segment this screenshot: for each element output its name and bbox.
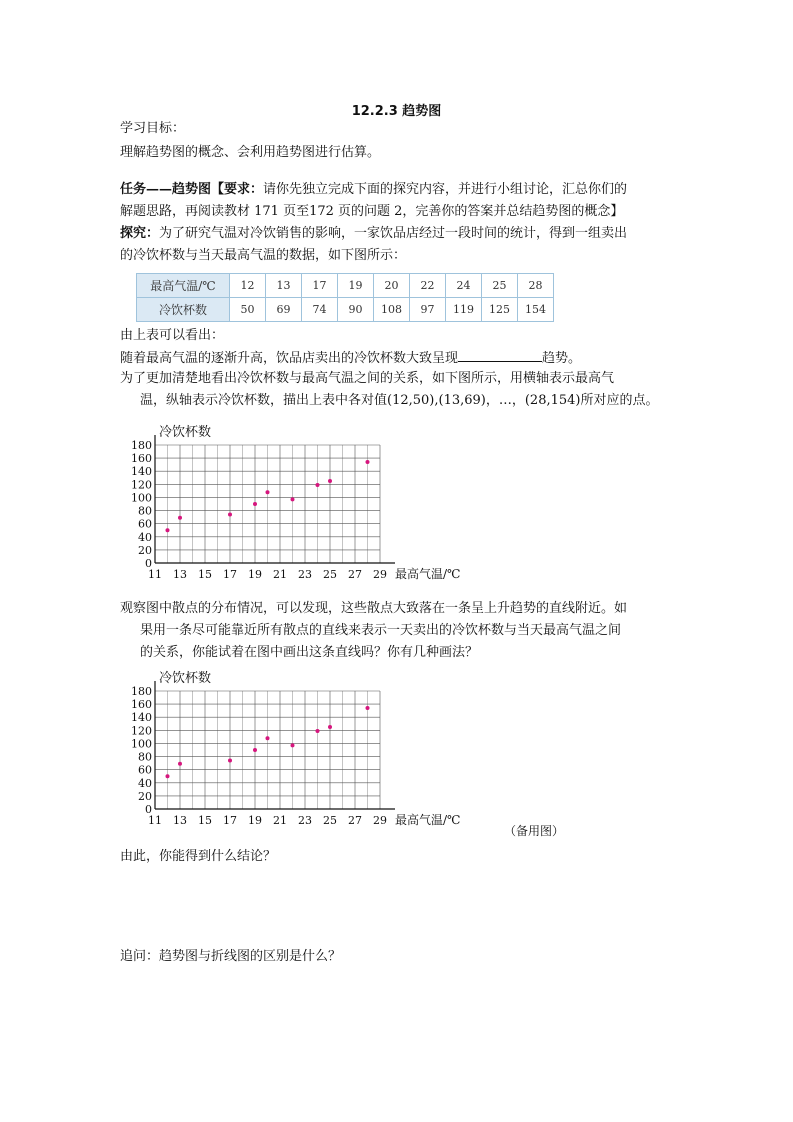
trend-sentence: [120, 348, 581, 368]
data-point: [328, 479, 332, 483]
table-cell: 25: [482, 274, 518, 298]
table-cell: 125: [482, 298, 518, 322]
data-point: [266, 736, 270, 740]
table-cell: 24: [446, 274, 482, 298]
data-table: [136, 273, 554, 322]
data-point: [253, 502, 257, 506]
data-point: [178, 762, 182, 766]
scatter-para-1: 观察图中散点的分布情况，可以发现，这些散点大致落在一条呈上升趋势的直线附近。如: [120, 601, 628, 616]
explore-line-1: [120, 225, 627, 243]
x-tick-label: 13: [173, 814, 187, 827]
scatter-para-2: 果用一条尽可能靠近所有散点的直线来表示一天卖出的冷饮杯数与当天最高气温之间: [140, 623, 622, 638]
data-point: [291, 497, 295, 501]
table-row: [137, 274, 554, 298]
x-tick-label: 21: [273, 814, 287, 827]
y-tick-label: 20: [138, 543, 152, 557]
observe-label: 由上表可以看出：: [120, 328, 225, 343]
x-axis-label: 最高气温/℃: [395, 567, 461, 581]
y-tick-label: 140: [131, 711, 152, 725]
task-line-1: [120, 181, 627, 199]
scatter-chart-1: [118, 420, 488, 589]
table-cell: 12: [230, 274, 266, 298]
table-cell: 22: [410, 274, 446, 298]
x-tick-label: 23: [298, 814, 312, 827]
table-cell: 最高气温/℃: [137, 274, 230, 298]
spare-chart-label: （备用图）: [504, 824, 565, 838]
y-tick-label: 100: [131, 491, 152, 505]
x-tick-label: 19: [248, 814, 262, 827]
x-tick-label: 19: [248, 568, 262, 581]
page-title: 12.2.3 趋势图: [351, 104, 442, 119]
x-tick-label: 27: [348, 568, 362, 581]
table-cell: 13: [266, 274, 302, 298]
explore-text-2: 的冷饮杯数与当天最高气温的数据，如下图所示：: [120, 248, 407, 263]
y-tick-label: 60: [138, 763, 152, 777]
y-axis-label: 冷饮杯数: [159, 425, 212, 440]
task-label: 任务——趋势图【要求：: [120, 182, 264, 197]
data-point: [178, 516, 182, 520]
table-row: [137, 298, 554, 322]
explore-label: 探究：: [120, 226, 160, 241]
x-tick-label: 15: [198, 814, 212, 827]
y-tick-label: 160: [131, 452, 152, 466]
data-point: [366, 706, 370, 710]
y-tick-label: 160: [131, 698, 152, 712]
y-tick-label: 120: [131, 478, 152, 492]
chart-svg-2: [118, 666, 488, 831]
clarify-line-2: 温，纵轴表示冷饮杯数，描出上表中各对值(12,50),(13,69)，…，(28,154)所对应的点。: [140, 393, 659, 408]
table-cell: 74: [302, 298, 338, 322]
data-point: [316, 483, 320, 487]
y-tick-label: 80: [138, 750, 152, 764]
x-tick-label: 13: [173, 568, 187, 581]
data-point: [316, 729, 320, 733]
table-cell: 50: [230, 298, 266, 322]
table-cell: 108: [374, 298, 410, 322]
table-cell: 97: [410, 298, 446, 322]
x-tick-label: 15: [198, 568, 212, 581]
table-cell: 20: [374, 274, 410, 298]
data-point: [228, 758, 232, 762]
x-tick-label: 21: [273, 568, 287, 581]
x-tick-label: 29: [373, 568, 387, 581]
y-tick-label: 120: [131, 724, 152, 738]
y-tick-label: 0: [145, 557, 152, 570]
y-tick-label: 180: [131, 439, 152, 452]
x-tick-label: 11: [148, 814, 162, 827]
table-cell: 119: [446, 298, 482, 322]
scatter-chart-2: [118, 666, 488, 835]
objectives-label: 学习目标：: [120, 121, 186, 136]
task-text-1: 请你先独立完成下面的探究内容，并进行小组讨论，汇总你们的: [263, 182, 628, 197]
table-cell: 69: [266, 298, 302, 322]
data-point: [253, 748, 257, 752]
x-axis-label: 最高气温/℃: [395, 813, 461, 827]
y-tick-label: 100: [131, 737, 152, 751]
table-cell: 冷饮杯数: [137, 298, 230, 322]
data-point: [328, 725, 332, 729]
data-point: [266, 490, 270, 494]
data-point: [228, 512, 232, 516]
y-tick-label: 40: [138, 776, 152, 790]
table-cell: 28: [518, 274, 554, 298]
table-cell: 19: [338, 274, 374, 298]
scatter-para-3: 的关系，你能试着在图中画出这条直线吗？你有几种画法？: [140, 645, 479, 660]
objectives-text: 理解趋势图的概念、会利用趋势图进行估算。: [120, 145, 381, 160]
x-tick-label: 23: [298, 568, 312, 581]
chart-svg-1: [118, 420, 488, 585]
data-point: [291, 743, 295, 747]
x-tick-label: 11: [148, 568, 162, 581]
trend-after: 趋势。: [542, 351, 582, 366]
data-point: [166, 528, 170, 532]
y-axis-label: 冷饮杯数: [159, 671, 212, 686]
answer-blank[interactable]: [458, 348, 542, 362]
x-tick-label: 25: [323, 568, 337, 581]
y-tick-label: 20: [138, 789, 152, 803]
y-tick-label: 0: [145, 803, 152, 816]
y-tick-label: 40: [138, 530, 152, 544]
explore-text-1: 为了研究气温对冷饮销售的影响，一家饮品店经过一段时间的统计，得到一组卖出: [159, 226, 628, 241]
y-tick-label: 60: [138, 517, 152, 531]
data-point: [166, 774, 170, 778]
followup-question: 追问：趋势图与折线图的区别是什么？: [120, 949, 342, 964]
x-tick-label: 17: [223, 814, 237, 827]
x-tick-label: 17: [223, 568, 237, 581]
table-cell: 90: [338, 298, 374, 322]
trend-before: 随着最高气温的逐渐升高，饮品店卖出的冷饮杯数大致呈现: [120, 351, 459, 366]
x-tick-label: 25: [323, 814, 337, 827]
x-tick-label: 27: [348, 814, 362, 827]
table-cell: 17: [302, 274, 338, 298]
table-cell: 154: [518, 298, 554, 322]
clarify-line-1: 为了更加清楚地看出冷饮杯数与最高气温之间的关系，如下图所示，用横轴表示最高气: [120, 371, 615, 386]
data-point: [366, 460, 370, 464]
y-tick-label: 180: [131, 685, 152, 698]
task-text-2: 解题思路，再阅读教材 171 页至172 页的问题 2，完善你的答案并总结趋势图的概念】: [120, 204, 624, 219]
conclusion-question: 由此，你能得到什么结论？: [120, 849, 277, 864]
y-tick-label: 80: [138, 504, 152, 518]
x-tick-label: 29: [373, 814, 387, 827]
y-tick-label: 140: [131, 465, 152, 479]
